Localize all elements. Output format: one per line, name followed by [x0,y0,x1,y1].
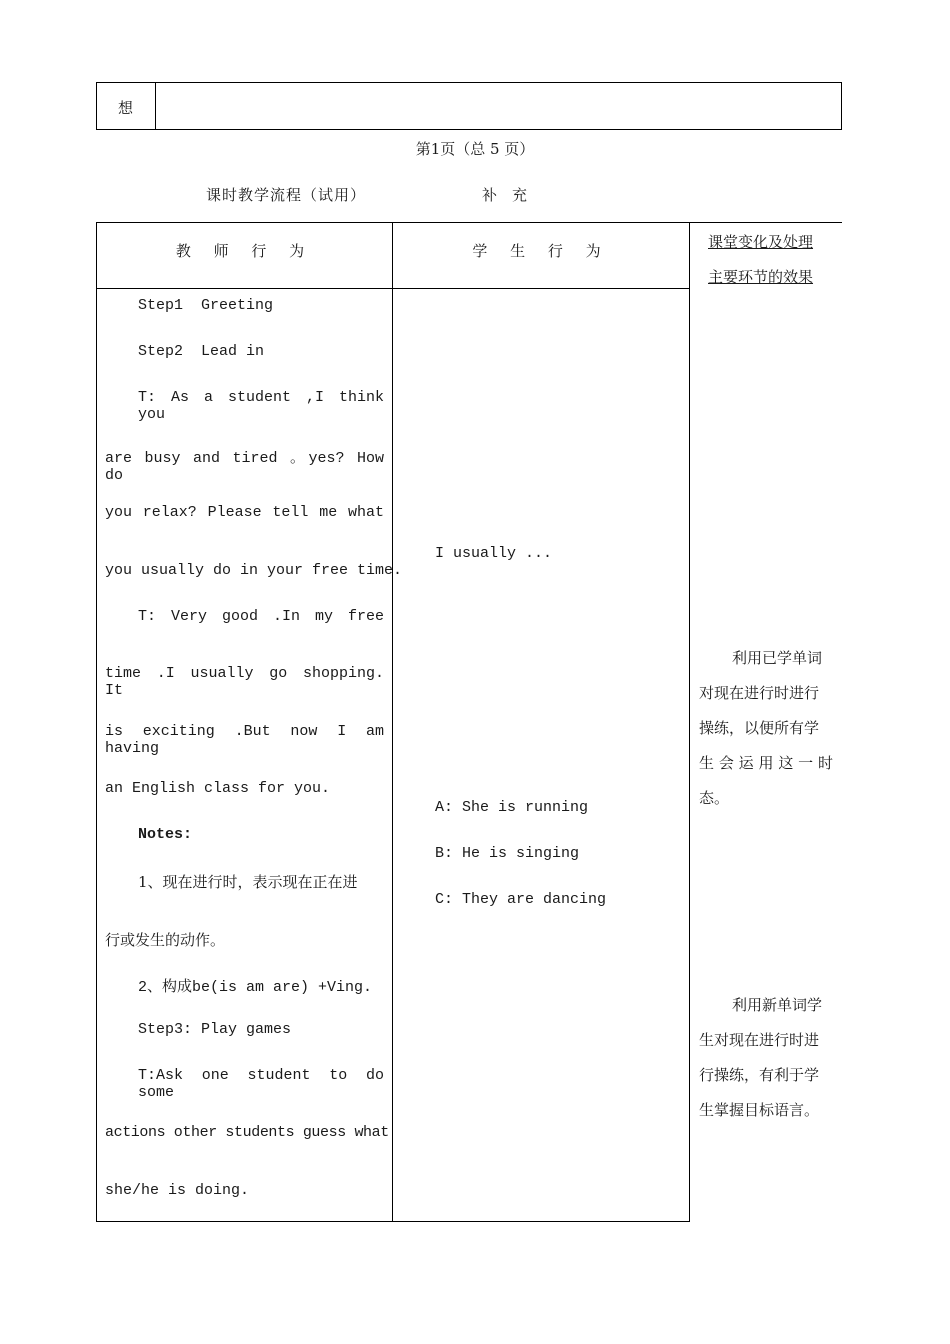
page-number: 第1页（总 5 页） [415,140,535,158]
student-line: B: He is singing [435,845,580,862]
teacher-line: T: Very good .In my free [138,608,384,625]
teacher-line: Step3: Play games [138,1021,292,1038]
note-line: 生掌握目标语言。 [699,1101,820,1119]
student-line: I usually ... [435,545,553,562]
teacher-line: 2、构成be(is am are) +Ving. [138,979,373,996]
teacher-column-header: 教 师 行 为 [175,242,314,260]
teacher-line: she/he is doing. [105,1182,250,1199]
student-line: A: She is running [435,799,589,816]
teacher-line: you usually do in your free time. [105,562,403,579]
notes-label: Notes: [138,826,193,843]
note-line: 利用新单词学 [732,996,823,1014]
notes-column-header-line1: 课堂变化及处理 [708,233,814,251]
note-line: 行操练，有利于学 [699,1066,820,1084]
teacher-line: actions other students guess what [105,1124,389,1141]
note-line: 生会运用这一时 [699,754,833,772]
teacher-line: Step2 Lead in [138,343,265,360]
notes-column-header-line2: 主要环节的效果 [708,268,814,286]
note-line: 态。 [699,789,730,807]
teacher-line: T: As a student ,I think you [138,389,384,423]
teacher-line: is exciting .But now I am having [105,723,384,757]
note-line: 操练，以便所有学 [699,719,820,737]
teacher-line: time .I usually go shopping. It [105,665,384,699]
student-column-header: 学 生 行 为 [472,242,610,260]
note-line: 对现在进行时进行 [699,684,820,702]
note-line: 利用已学单词 [732,649,823,667]
top-table-label: 想 [118,99,134,117]
teacher-line: are busy and tired 。yes? How do [105,450,384,484]
lesson-flow-title: 课时教学流程（试用） [206,186,367,204]
student-line: C: They are dancing [435,891,607,908]
note-line: 生对现在进行时进 [699,1031,820,1049]
teacher-line: you relax? Please tell me what [105,504,384,521]
teacher-line: Step1 Greeting [138,297,274,314]
supplement-title: 补 充 [482,186,528,204]
teacher-line: 1、现在进行时，表示现在正在进 [138,873,358,891]
teacher-line: T:Ask one student to do some [138,1067,384,1101]
teacher-line: 行或发生的动作。 [105,931,226,949]
teacher-line: an English class for you. [105,780,331,797]
